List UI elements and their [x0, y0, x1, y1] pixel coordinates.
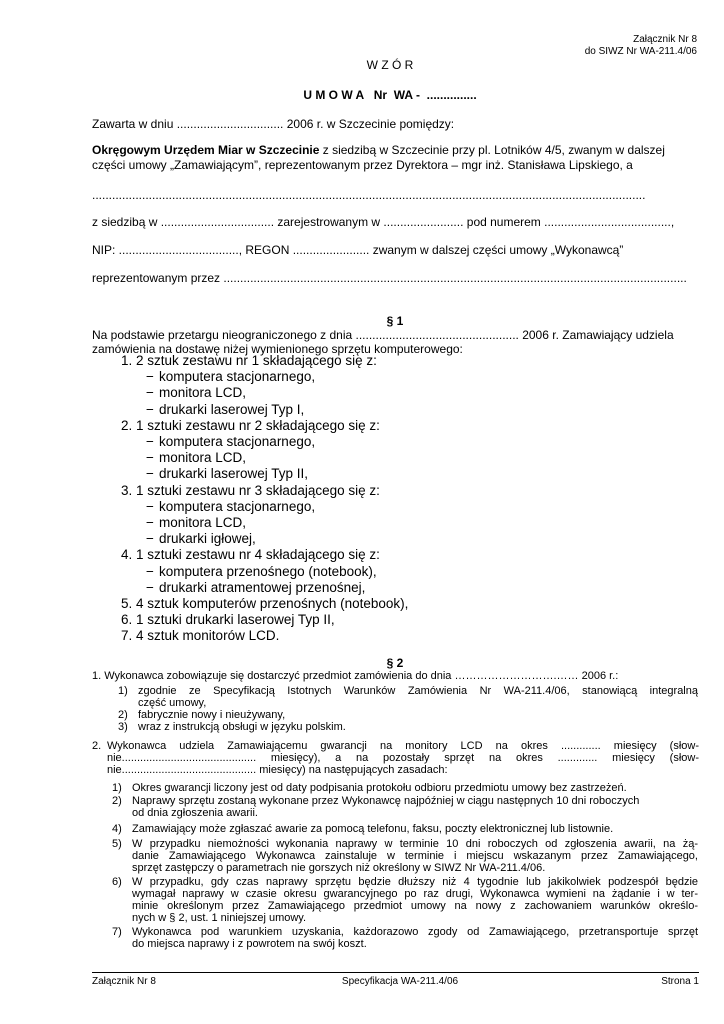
list-subitem: − monitora LCD, — [0, 515, 408, 531]
intro-zawarta: Zawarta w dniu ................................ 2006 r. w Szczecinie pomiędzy: — [92, 117, 455, 131]
footer-divider — [92, 972, 699, 973]
s2-point-1-subs — [118, 685, 698, 733]
list-item: 7) Wykonawca pod warunkiem uzyskania, każdorazowo zgody od Zamawiającego, przetransportuje sprzęt do miejsca naprawy i z powrotem na swój koszt. — [112, 926, 698, 950]
s2-point-1: 1. Wykonawca zobowiązuje się dostarczyć przedmiot zamówienia do dnia ……………………….…… 2006 r.: — [92, 670, 619, 682]
s2-point-2: 2. Wykonawca udziela Zamawiającemu gwarancji na monitory LCD na okres ............. miesięcy (słow- nie............................................ miesięcy), a na pozostały sprzęt na okres ............. miesięcy (słow- nie............................................ miesięcy) na następujących zasadach: — [92, 740, 699, 776]
list-item: 5) W przypadku niemożności wykonania naprawy w terminie 10 dni roboczych od zgłoszenia awarii, na żą- danie Zamawiającego Wykonawca zainstaluje w terminie i miejscu wskazanym przez Zamawiającego, sprzęt zastępczy o parametrach nie gorszych niż określony w SIWZ Nr WA-211.4/06. — [112, 838, 698, 874]
title-umowa: U M O W A Nr WA - ............... — [303, 88, 477, 102]
list-item: 1) Okres gwarancji liczony jest od daty podpisania protokołu odbioru przedmiotu umowy bez zastrzeżeń. — [112, 782, 627, 794]
intro-party1 — [92, 143, 699, 157]
list-item: 5. 4 sztuk komputerów przenośnych (notebook), — [121, 596, 409, 612]
list-subitem: − komputera stacjonarnego, — [0, 499, 408, 515]
list-item: 3) wraz z instrukcją obsługi w języku polskim. — [118, 721, 346, 733]
intro-reprezentowany: reprezentowanym przez ........................................................................................................................................... — [92, 271, 687, 285]
list-subitem: − monitora LCD, — [0, 385, 408, 401]
intro-party1-line2: części umowy „Zamawiającym”, reprezentowanym przez Dyrektora – mgr inż. Stanisława Lipskiego, a — [92, 158, 633, 172]
footer-left: Załącznik Nr 8 — [92, 976, 156, 987]
list-subitem: − monitora LCD, — [0, 450, 408, 466]
intro-siedziba: z siedzibą w .................................. zarejestrowanym w ........................ pod numerem ......................................, — [92, 215, 675, 229]
list-item: 1. 2 sztuk zestawu nr 1 składającego się z: — [121, 353, 377, 368]
header-attachment: Załącznik Nr 8 — [633, 34, 697, 45]
s2-heading: § 2 — [386, 656, 404, 670]
list-item: 7. 4 sztuk monitorów LCD. — [121, 628, 280, 644]
s1-paragraph-line2: zamówienia na dostawę niżej wymienionego sprzętu komputerowego: — [92, 342, 463, 356]
list-subitem: − drukarki atramentowej przenośnej, — [0, 580, 408, 596]
party1-address: z siedzibą w Szczecinie przy pl. Lotników 4/5, zwanym w dalszej — [319, 143, 665, 157]
list-item: 1) zgodnie ze Specyfikacją Istotnych Warunków Zamówienia Nr WA-211.4/06, stanowiącą integralną część umowy, — [118, 685, 698, 709]
list-subitem: − drukarki laserowej Typ I, — [0, 402, 408, 418]
list-subitem: − komputera przenośnego (notebook), — [0, 564, 408, 580]
list-subitem: − komputera stacjonarnego, — [0, 434, 408, 450]
s1-heading: § 1 — [386, 314, 404, 328]
header-siwz-ref: do SIWZ Nr WA-211.4/06 — [584, 46, 697, 57]
list-item: 2) fabrycznie nowy i nieużywany, — [118, 709, 286, 721]
footer-center: Specyfikacja WA-211.4/06 — [341, 976, 459, 987]
intro-dots-line: ...................................................................................................................................................................... — [92, 188, 646, 202]
s2-point-2-subs — [112, 782, 698, 950]
list-subitem: − drukarki igłowej, — [0, 531, 408, 547]
list-item: 2) Naprawy sprzętu zostaną wykonane przez Wykonawcę najpóźniej w ciągu następnych 10 dni roboczych od dnia zgłoszenia awarii. — [112, 795, 640, 819]
s1-paragraph-line1: Na podstawie przetargu nieograniczonego z dnia ................................................. 2006 r. Zamawiający udziela — [92, 328, 674, 342]
intro-nip: NIP: ...................................., REGON ....................... zwanym w dalszej części umowy „Wykonawcą” — [92, 243, 624, 257]
list-subitem: − komputera stacjonarnego, — [0, 369, 408, 385]
list-item: 6) W przypadku, gdy czas naprawy sprzętu będzie dłuższy niż 4 tygodnie lub jakikolwiek podzespół będzie wymagał naprawy w czasie okresu gwarancyjnego po raz drugi, Wykonawca wymieni na żądanie i w ter- minie określonym przez Zamawiającego przedmiot umowy na nowy z zachowaniem warunków określo- nych w § 2, ust. 1 niniejszej umowy. — [112, 876, 698, 924]
list-item: 4. 1 sztuki zestawu nr 4 składającego się z: — [121, 547, 380, 563]
list-subitem: − drukarki laserowej Typ II, — [0, 466, 408, 482]
list-item: 2. 1 sztuki zestawu nr 2 składającego się z: — [121, 417, 380, 433]
footer-page-number: Strona 1 — [661, 976, 699, 987]
list-item: 3. 1 sztuki zestawu nr 3 składającego się z: — [121, 482, 380, 498]
party1-name: Okręgowym Urzędem Miar w Szczecinie — [92, 143, 320, 157]
list-item: 6. 1 sztuki drukarki laserowej Typ II, — [121, 612, 335, 628]
s1-equipment-list — [0, 353, 408, 645]
title-wzor: W Z Ó R — [366, 58, 414, 72]
list-item: 4) Zamawiający może zgłaszać awarie za pomocą telefonu, faksu, poczty elektronicznej lub listownie. — [112, 823, 614, 835]
